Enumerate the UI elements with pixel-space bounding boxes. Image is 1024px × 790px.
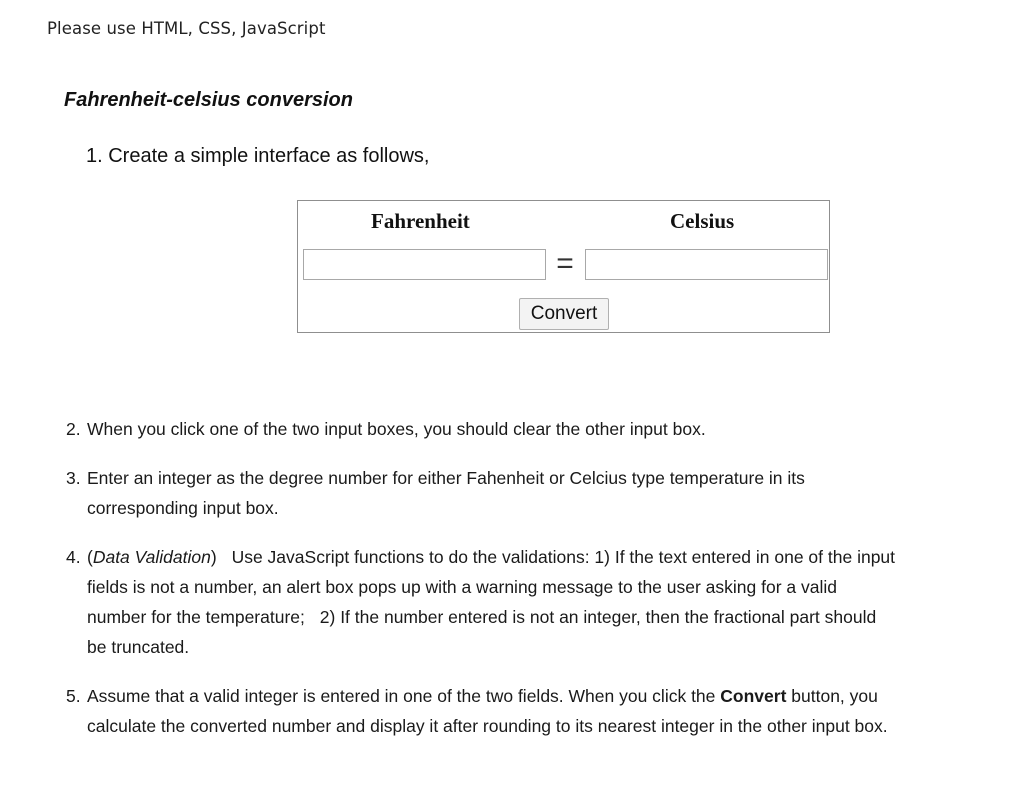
- step-5-body-before: Assume that a valid integer is entered in one of the two fields. When you click the: [87, 686, 716, 706]
- convert-button[interactable]: Convert: [519, 298, 609, 330]
- celsius-input[interactable]: [585, 249, 828, 280]
- step-number: 4.: [66, 547, 81, 567]
- step-text: Enter an integer as the degree number for either Fahenheit or Celcius type temperature in its corresponding input box.: [87, 468, 805, 518]
- step-1-text: 1. Create a simple interface as follows,: [86, 145, 430, 167]
- fahrenheit-input[interactable]: [303, 249, 546, 280]
- step-number: 3.: [66, 468, 81, 488]
- instruction-list: [66, 414, 896, 760]
- step-number: 5.: [66, 686, 81, 706]
- step-5-body-after: button, you calculate the converted number and display it after rounding to its nearest integer in the other input box.: [87, 686, 888, 736]
- fahrenheit-label: Fahrenheit: [371, 209, 470, 233]
- step-5: [66, 681, 896, 741]
- intro-text: Please use HTML, CSS, JavaScript: [47, 19, 326, 38]
- convert-keyword: Convert: [720, 686, 787, 706]
- step-3: [66, 463, 896, 523]
- step-number: 2.: [66, 419, 81, 439]
- step-text: [87, 542, 896, 662]
- step-4: [66, 542, 896, 662]
- step-4-body-2: 2) If the number entered is not an integer, then the fractional part should be truncated.: [87, 607, 877, 657]
- step-4-body: Use JavaScript functions to do the validations: 1) If the text entered in one of the input fields is not a number, an alert box pops up with a warning message to the user asking for a valid number for the temperature;: [87, 547, 896, 627]
- data-validation-label: Data Validation: [92, 547, 211, 567]
- converter-box: [297, 200, 830, 333]
- page-title: Fahrenheit-celsius conversion: [64, 89, 353, 111]
- step-text: [87, 681, 896, 741]
- open-paren: (: [87, 547, 93, 567]
- celsius-label: Celsius: [670, 209, 735, 233]
- step-text: When you click one of the two input boxes, you should clear the other input box.: [87, 419, 706, 439]
- equals-sign: =: [556, 247, 574, 280]
- close-paren: ): [210, 547, 217, 567]
- step-2: [66, 414, 896, 444]
